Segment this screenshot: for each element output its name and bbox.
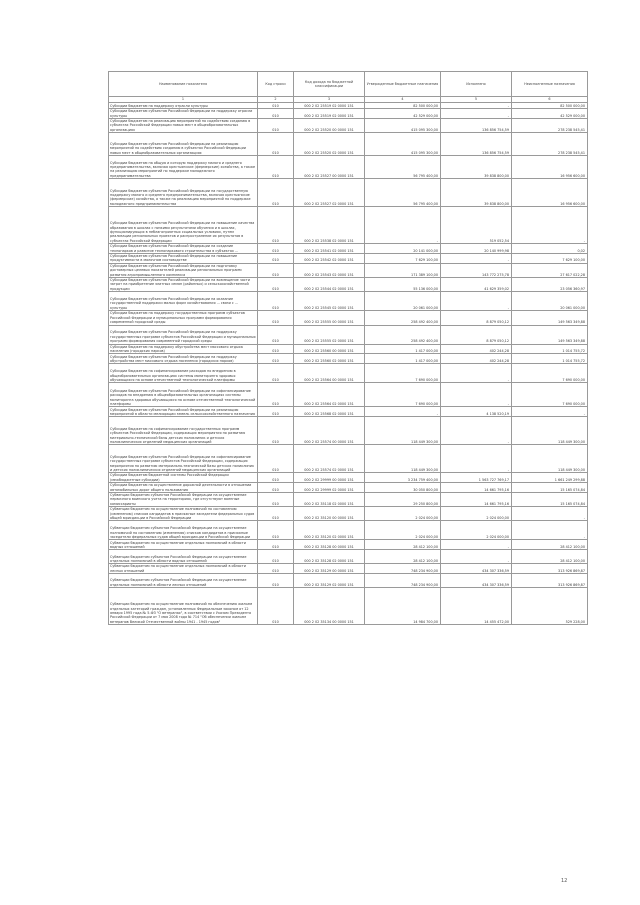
- table-row: [109, 292, 588, 311]
- table-row: [109, 473, 588, 483]
- row-unexecuted: 1 014 755,72: [512, 354, 588, 364]
- row-name: Субсидии бюджетам субъектов Российской Федерации на создание технопарков и развитие технопаркового строительства в субъектах ...: [109, 244, 258, 254]
- row-approved: 56 795 400,00: [365, 179, 441, 207]
- row-line-code: 010: [258, 109, 294, 119]
- row-line-code: 010: [258, 407, 294, 417]
- row-unexecuted: 149 563 349,88: [512, 325, 588, 344]
- row-approved: 1 417 000,00: [365, 354, 441, 364]
- header-unexecuted: Неисполненные назначения: [512, 72, 588, 97]
- row-approved: 415 095 300,00: [365, 119, 441, 133]
- table-row: [109, 156, 588, 179]
- row-approved: 82 500 000,00: [365, 103, 441, 109]
- row-name: Субсидии бюджетам субъектов Российской Федерации на подготовку достоверных целевых показателей реализации региональных программ развития агропромышленного комплекса: [109, 263, 258, 277]
- table-row: [109, 445, 588, 473]
- row-unexecuted: 82 500 000,00: [512, 103, 588, 109]
- row-line-code: 010: [258, 278, 294, 292]
- table-row: [109, 564, 588, 574]
- row-budget-code: 000 2 02 25564 02 0000 151: [294, 383, 365, 407]
- row-name: Субсидии бюджетам субъектов Российской Федерации на возмещение части затрат на приобретение элитных семян (районных) и сельскохозяйственной продукции: [109, 278, 258, 292]
- row-executed: 14 661 795,16: [441, 492, 512, 506]
- table-row: [109, 244, 588, 254]
- row-line-code: 010: [258, 383, 294, 407]
- row-budget-code: 000 2 02 25545 02 0000 151: [294, 292, 365, 311]
- column-number: 1: [109, 97, 258, 103]
- row-line-code: 010: [258, 133, 294, 156]
- row-name: Субсидии бюджетам субъектов Российской Федерации на поддержку отрасли культуры: [109, 109, 258, 119]
- table-row: [109, 550, 588, 564]
- row-line-code: 010: [258, 492, 294, 506]
- row-name: Субсидии бюджетам на реализацию мероприятий по содействию созданию в субъектах Российской Федерации новых мест в общеобразовательных организациях: [109, 119, 258, 133]
- row-approved: 55 136 000,00: [365, 278, 441, 292]
- row-line-code: 010: [258, 564, 294, 574]
- row-budget-code: 000 2 02 25519 02 0000 151: [294, 103, 365, 109]
- row-executed: 1 563 727 769,17: [441, 473, 512, 483]
- table-row: [109, 588, 588, 625]
- row-approved: 118 449 300,00: [365, 417, 441, 445]
- row-unexecuted: 313 926 869,87: [512, 564, 588, 574]
- row-executed: 8 879 050,12: [441, 311, 512, 325]
- table-row: [109, 311, 588, 325]
- row-approved: 14 984 700,00: [365, 588, 441, 625]
- row-unexecuted: -: [512, 507, 588, 521]
- table-row: [109, 325, 588, 344]
- row-unexecuted: 16 956 600,00: [512, 156, 588, 179]
- row-name: Субсидии бюджетам субъектов Российской Федерации на повышение продуктивности в молочном скотоводстве: [109, 254, 258, 264]
- row-approved: 20 061 000,00: [365, 292, 441, 311]
- row-budget-code: 000 2 02 29999 00 0000 151: [294, 473, 365, 483]
- row-approved: 3 234 759 400,00: [365, 473, 441, 483]
- row-approved: 258 492 400,00: [365, 311, 441, 325]
- row-unexecuted: 42 529 000,00: [512, 109, 588, 119]
- row-name: Субвенции бюджетам на осуществление полномочий по обеспечению жильем отдельных категорий граждан, установленных Федеральным законом от 12 января 1995 года № 5-ФЗ "О ветеранах", в соответствии с Указом Президента Российской Федерации от 7 мая 2008 года № 714 "Об обеспечении жильем ветеранов Великой Отечественной войны 1941 - 1945 годов": [109, 588, 258, 625]
- row-approved: 28 412 100,00: [365, 550, 441, 564]
- row-name: Субсидии бюджетам на софинансирование расходов по внедрению в общеобразовательных организациях системы мониторинга здоровья обучающихся на основе отечественной технологической платформы: [109, 364, 258, 383]
- row-line-code: 010: [258, 588, 294, 625]
- row-line-code: 010: [258, 417, 294, 445]
- row-line-code: 010: [258, 254, 294, 264]
- row-executed: 402 244,28: [441, 344, 512, 354]
- table-header: [109, 72, 588, 103]
- row-budget-code: 000 2 02 35129 00 0000 151: [294, 564, 365, 574]
- row-unexecuted: -: [512, 207, 588, 244]
- row-approved: 7 629 100,00: [365, 254, 441, 264]
- row-executed: -: [441, 383, 512, 407]
- row-name: Субсидии бюджетам на осуществление дорожной деятельности в отношении автомобильных дорог общего пользования: [109, 483, 258, 493]
- table-row: [109, 263, 588, 277]
- row-budget-code: 000 2 02 25519 02 0000 151: [294, 109, 365, 119]
- row-budget-code: 000 2 02 35129 02 0000 151: [294, 574, 365, 588]
- row-line-code: 010: [258, 550, 294, 564]
- row-approved: 118 449 300,00: [365, 445, 441, 473]
- row-executed: -: [441, 540, 512, 550]
- row-line-code: 010: [258, 325, 294, 344]
- row-unexecuted: 118 449 300,00: [512, 417, 588, 445]
- row-name: Субсидии бюджетам на поддержку отрасли культуры: [109, 103, 258, 109]
- row-line-code: 010: [258, 103, 294, 109]
- row-unexecuted: 23 056 360,97: [512, 278, 588, 292]
- row-executed: 143 772 275,78: [441, 263, 512, 277]
- row-line-code: 010: [258, 311, 294, 325]
- row-name: Субсидии бюджетам субъектов Российской Федерации на реализацию мероприятий в области мелиорации земель сельскохозяйственного назначения: [109, 407, 258, 417]
- row-line-code: 010: [258, 156, 294, 179]
- row-budget-code: 000 2 02 25574 00 0000 151: [294, 417, 365, 445]
- row-executed: 4 138 520,19: [441, 407, 512, 417]
- row-budget-code: 000 2 02 35120 02 0000 151: [294, 521, 365, 540]
- row-name: Субвенции бюджетам субъектов Российской Федерации на осуществление первичного воинского учета на территориях, где отсутствуют военные комиссариаты: [109, 492, 258, 506]
- table-row: [109, 507, 588, 521]
- row-budget-code: 000 2 02 25542 02 0000 151: [294, 254, 365, 264]
- row-executed: 519 052,54: [441, 207, 512, 244]
- row-executed: -: [441, 254, 512, 264]
- row-unexecuted: 27 617 022,28: [512, 263, 588, 277]
- row-budget-code: 000 2 02 35128 00 0000 151: [294, 540, 365, 550]
- row-executed: 8 879 050,12: [441, 325, 512, 344]
- row-executed: -: [441, 445, 512, 473]
- row-unexecuted: 7 690 000,00: [512, 364, 588, 383]
- row-budget-code: 000 2 02 25555 00 0000 151: [294, 311, 365, 325]
- row-name: Субвенции бюджетам на осуществление отдельных полномочий в области водных отношений: [109, 540, 258, 550]
- row-approved: 20 141 000,00: [365, 244, 441, 254]
- row-budget-code: 000 2 02 25555 02 0000 151: [294, 325, 365, 344]
- row-unexecuted: 149 563 349,88: [512, 311, 588, 325]
- header-budget-code: Код дохода по бюджетной классификации: [294, 72, 365, 97]
- row-unexecuted: 278 238 545,41: [512, 133, 588, 156]
- row-budget-code: 000 2 02 25541 02 0000 151: [294, 244, 365, 254]
- column-number: 3: [294, 97, 365, 103]
- row-unexecuted: -: [512, 407, 588, 417]
- row-unexecuted: 16 956 600,00: [512, 179, 588, 207]
- row-name: Субсидии бюджетам бюджетной системы Российской Федерации (межбюджетные субсидии): [109, 473, 258, 483]
- header-executed: Исполнено: [441, 72, 512, 97]
- row-name: Субсидии бюджетам на общую и которую поддержку малого и среднего предпринимательства, включая крестьянские (фермерские) хозяйства, а также на реализацию мероприятий по поддержке молодежного предпринимательства: [109, 156, 258, 179]
- row-executed: 136 856 754,59: [441, 133, 512, 156]
- row-unexecuted: 15 165 074,84: [512, 483, 588, 493]
- row-approved: 29 250 800,00: [365, 492, 441, 506]
- row-line-code: 010: [258, 445, 294, 473]
- row-name: Субвенции бюджетам на осуществление полномочий по составлению (изменению) списков кандидатов в присяжные заседатели федеральных судов общей юрисдикции в Российской Федерации: [109, 507, 258, 521]
- row-name: Субсидии бюджетам на поддержку обустройства мест массового отдыха населения (городских парков): [109, 344, 258, 354]
- row-name: Субсидии бюджетам субъектов Российской Федерации на оказание государственной поддержки малых форм хозяйствования ... связи с ... культуры: [109, 292, 258, 311]
- row-approved: 28 412 100,00: [365, 540, 441, 550]
- row-unexecuted: 313 926 869,87: [512, 574, 588, 588]
- row-approved: 56 795 400,00: [365, 156, 441, 179]
- row-budget-code: 000 2 02 25564 00 0000 151: [294, 364, 365, 383]
- row-executed: 39 838 800,00: [441, 179, 512, 207]
- row-name: Субсидии бюджетам субъектов Российской Федерации на повышение качества образования в школах с низкими результатами обучения и в школах, функционирующих в неблагоприятных социальных условиях, путем реализации региональных проектов и распространение их результатов в субъектах Российской Федерации: [109, 207, 258, 244]
- table-row: [109, 133, 588, 156]
- table-row: [109, 492, 588, 506]
- row-approved: 415 095 300,00: [365, 133, 441, 156]
- row-budget-code: 000 2 02 35118 02 0000 151: [294, 492, 365, 506]
- row-executed: 39 838 800,00: [441, 156, 512, 179]
- table-row: [109, 521, 588, 540]
- table-row: [109, 417, 588, 445]
- row-line-code: 010: [258, 574, 294, 588]
- row-line-code: 010: [258, 244, 294, 254]
- table-row: [109, 383, 588, 407]
- row-approved: 258 492 400,00: [365, 325, 441, 344]
- row-executed: 434 307 336,59: [441, 564, 512, 574]
- row-name: Субсидии бюджетам субъектов Российской Федерации на софинансирование расходов по внедрению в общеобразовательных организациях системы мониторинга здоровья обучающихся на основе отечественной технологической платформы: [109, 383, 258, 407]
- row-unexecuted: 278 238 545,41: [512, 119, 588, 133]
- table-row: [109, 109, 588, 119]
- row-executed: 14 661 795,16: [441, 483, 512, 493]
- row-budget-code: 000 2 02 25544 02 0000 151: [294, 278, 365, 292]
- row-name: Субсидии бюджетам субъектов Российской Федерации на реализацию мероприятий по содействию созданию в субъектах Российской Федерации новых мест в общеобразовательных организациях: [109, 133, 258, 156]
- row-name: Субвенции бюджетам на осуществление отдельных полномочий в области лесных отношений: [109, 564, 258, 574]
- table-row: [109, 207, 588, 244]
- row-line-code: 010: [258, 364, 294, 383]
- row-line-code: 010: [258, 473, 294, 483]
- row-unexecuted: 7 629 100,00: [512, 254, 588, 264]
- row-budget-code: 000 2 02 25538 02 0000 151: [294, 207, 365, 244]
- row-approved: 2 024 000,00: [365, 507, 441, 521]
- row-name: Субсидии бюджетам на поддержку государственных программ субъектов Российской Федерации и муниципальных программ формирования современной городской среды: [109, 311, 258, 325]
- row-executed: -: [441, 364, 512, 383]
- row-budget-code: 000 2 02 29999 02 0000 151: [294, 483, 365, 493]
- row-approved: 42 529 000,00: [365, 109, 441, 119]
- row-name: Субвенции бюджетам субъектов Российской Федерации на осуществление отдельных полномочий в области водных отношений: [109, 550, 258, 564]
- row-unexecuted: 7 690 000,00: [512, 383, 588, 407]
- page-number: 12: [561, 878, 568, 884]
- row-unexecuted: 15 165 074,84: [512, 492, 588, 506]
- table-row: [109, 354, 588, 364]
- row-line-code: 010: [258, 540, 294, 550]
- column-number: 4: [365, 97, 441, 103]
- row-name: Субвенции бюджетам субъектов Российской Федерации на осуществление полномочий по составлению (изменению) списков кандидатов в присяжные заседатели федеральных судов общей юрисдикции в Российской Федерации: [109, 521, 258, 540]
- column-number: 5: [441, 97, 512, 103]
- table-row: [109, 344, 588, 354]
- row-name: Субсидии бюджетам на софинансирование государственных программ субъектов Российской Федерации, содержащих мероприятия по развитию материально-технической базы детских поликлиник и детских поликлинических отделений медицинских организаций: [109, 417, 258, 445]
- table-row: [109, 179, 588, 207]
- table-row: [109, 254, 588, 264]
- table-row: [109, 540, 588, 550]
- row-approved: 7 690 000,00: [365, 383, 441, 407]
- row-line-code: 010: [258, 354, 294, 364]
- row-executed: -: [441, 109, 512, 119]
- header-line-code: Код строки: [258, 72, 294, 97]
- row-executed: -: [441, 417, 512, 445]
- row-unexecuted: 118 449 300,00: [512, 445, 588, 473]
- row-unexecuted: 28 412 100,00: [512, 550, 588, 564]
- row-line-code: 010: [258, 507, 294, 521]
- row-executed: -: [441, 292, 512, 311]
- row-executed: 20 140 999,98: [441, 244, 512, 254]
- table-body: [109, 103, 588, 625]
- row-unexecuted: 0,02: [512, 244, 588, 254]
- row-budget-code: 000 2 02 25527 02 0000 151: [294, 179, 365, 207]
- row-budget-code: 000 2 02 25560 02 0000 151: [294, 354, 365, 364]
- row-executed: -: [441, 550, 512, 564]
- budget-revenue-table: [108, 71, 588, 625]
- row-line-code: 010: [258, 483, 294, 493]
- row-executed: 41 629 359,02: [441, 278, 512, 292]
- row-executed: 2 024 000,00: [441, 521, 512, 540]
- row-name: Субсидии бюджетам субъектов Российской Федерации на поддержку государственных программ субъектов Российской Федерации и муниципальных программ формирования современной городской среды: [109, 325, 258, 344]
- row-approved: -: [365, 207, 441, 244]
- row-approved: -: [365, 407, 441, 417]
- row-line-code: 010: [258, 292, 294, 311]
- row-name: Субсидии бюджетам субъектов Российской Федерации на софинансирование государственных программ субъектов Российской Федерации, содержащих мероприятия по развитию материально-технической базы детских поликлиник и детских поликлинических отделений медицинских организаций: [109, 445, 258, 473]
- row-name: Субвенции бюджетам субъектов Российской Федерации на осуществление отдельных полномочий в области лесных отношений: [109, 574, 258, 588]
- row-budget-code: 000 2 02 25520 00 0000 151: [294, 119, 365, 133]
- row-unexecuted: 529 228,00: [512, 588, 588, 625]
- row-budget-code: 000 2 02 25574 02 0000 151: [294, 445, 365, 473]
- row-executed: 402 244,28: [441, 354, 512, 364]
- column-number: 6: [512, 97, 588, 103]
- row-approved: 7 690 000,00: [365, 364, 441, 383]
- row-budget-code: 000 2 02 35120 00 0000 151: [294, 507, 365, 521]
- row-executed: 2 024 000,00: [441, 507, 512, 521]
- row-executed: 434 307 336,59: [441, 574, 512, 588]
- row-approved: 748 234 900,00: [365, 574, 441, 588]
- row-line-code: 010: [258, 263, 294, 277]
- row-unexecuted: 1 661 249 299,88: [512, 473, 588, 483]
- row-executed: 14 455 472,00: [441, 588, 512, 625]
- row-unexecuted: 1 014 755,72: [512, 344, 588, 354]
- row-budget-code: 000 2 02 25527 00 0000 151: [294, 156, 365, 179]
- row-executed: -: [441, 103, 512, 109]
- row-unexecuted: 20 061 000,00: [512, 292, 588, 311]
- header-approved: Утвержденные бюджетные назначения: [365, 72, 441, 97]
- row-line-code: 010: [258, 119, 294, 133]
- table-row: [109, 483, 588, 493]
- row-approved: 1 417 000,00: [365, 344, 441, 354]
- row-line-code: 010: [258, 344, 294, 354]
- row-name: Субсидии бюджетам субъектов Российской Федерации на поддержку обустройства мест массового отдыха населения (городских парков): [109, 354, 258, 364]
- table-row: [109, 364, 588, 383]
- row-name: Субсидии бюджетам субъектов Российской Федерации на государственную поддержку малого и среднего предпринимательства, включая крестьянские (фермерские) хозяйства, а также на реализацию мероприятий по поддержке молодежного предпринимательства: [109, 179, 258, 207]
- row-line-code: 010: [258, 207, 294, 244]
- row-line-code: 010: [258, 179, 294, 207]
- row-unexecuted: -: [512, 521, 588, 540]
- row-unexecuted: 28 412 100,00: [512, 540, 588, 550]
- row-executed: 136 856 754,59: [441, 119, 512, 133]
- table-row: [109, 574, 588, 588]
- row-budget-code: 000 2 02 25520 02 0000 151: [294, 133, 365, 156]
- row-approved: 30 050 800,00: [365, 483, 441, 493]
- row-budget-code: 000 2 02 25568 02 0000 151: [294, 407, 365, 417]
- row-budget-code: 000 2 02 35128 02 0000 151: [294, 550, 365, 564]
- table-row: [109, 278, 588, 292]
- header-name: Наименование показателя: [109, 72, 258, 97]
- row-approved: 2 024 000,00: [365, 521, 441, 540]
- row-budget-code: 000 2 02 25543 02 0000 151: [294, 263, 365, 277]
- report-sheet: [108, 71, 587, 625]
- row-budget-code: 000 2 02 25560 00 0000 151: [294, 344, 365, 354]
- column-number: 2: [258, 97, 294, 103]
- row-approved: 748 234 900,00: [365, 564, 441, 574]
- row-line-code: 010: [258, 521, 294, 540]
- table-row: [109, 407, 588, 417]
- row-budget-code: 000 2 02 35134 00 0000 151: [294, 588, 365, 625]
- row-approved: 171 389 100,00: [365, 263, 441, 277]
- table-row: [109, 119, 588, 133]
